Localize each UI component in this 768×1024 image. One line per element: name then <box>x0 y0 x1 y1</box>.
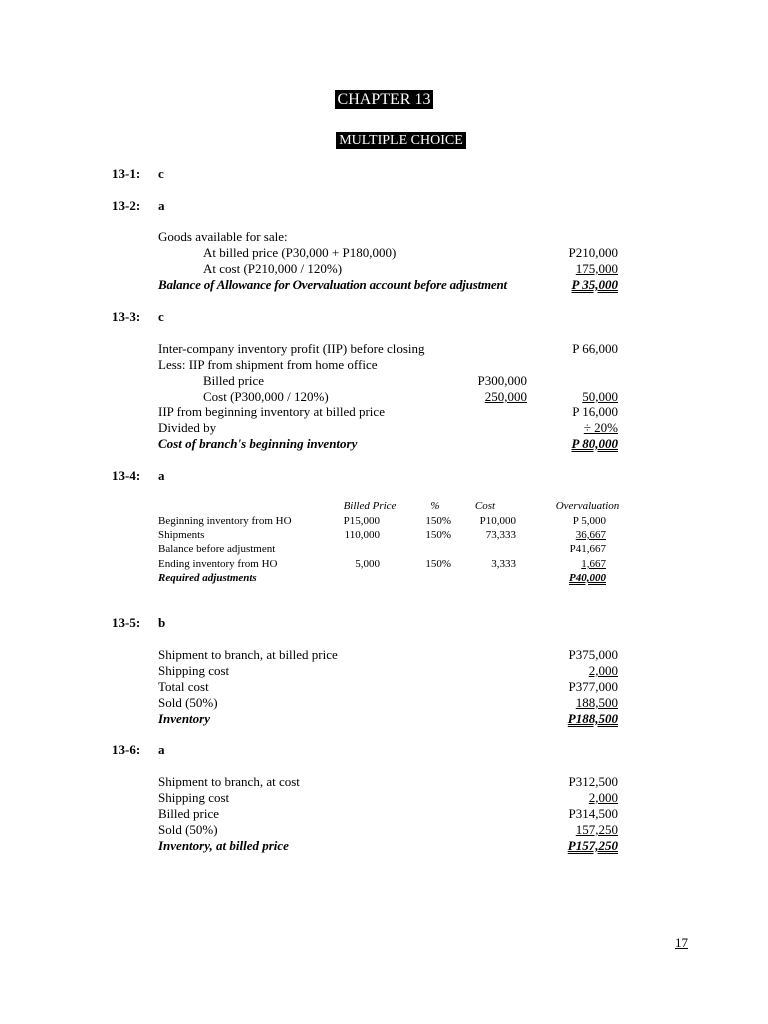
line-amount: ÷ 20% <box>583 420 618 435</box>
line-label-total: Cost of branch's beginning inventory <box>158 436 358 451</box>
line-amount-mid: 250,000 <box>484 389 527 404</box>
page-number: 17 <box>675 935 688 950</box>
table-row-label: Shipments <box>158 529 205 541</box>
line-amount: P 16,000 <box>572 404 618 419</box>
line-label: At billed price (P30,000 + P180,000) <box>203 245 397 260</box>
line-label: Shipping cost <box>158 790 230 805</box>
line-amount-mid: P300,000 <box>477 373 527 388</box>
table-row-label-total: Required adjustments <box>158 572 257 584</box>
table-cell-overvaluation: P 5,000 <box>572 515 606 527</box>
column-header-percent: % <box>430 500 440 512</box>
line-label-total: Inventory <box>158 711 210 726</box>
question-number: 13-5: <box>112 615 141 630</box>
table-cell-overvaluation-total: P40,000 <box>569 572 606 584</box>
line-amount: 175,000 <box>575 261 618 276</box>
line-amount: P375,000 <box>568 647 618 662</box>
section-title: MULTIPLE CHOICE <box>336 132 466 149</box>
line-amount: P312,500 <box>568 774 618 789</box>
line-amount: 2,000 <box>588 790 618 805</box>
line-label: Sold (50%) <box>158 695 218 710</box>
table-cell-billed-price: 110,000 <box>344 529 380 541</box>
table-cell-overvaluation: 36,667 <box>575 529 606 541</box>
line-amount-total: P 80,000 <box>571 436 618 451</box>
table-cell-overvaluation: 1,667 <box>581 558 606 570</box>
line-label: IIP from beginning inventory at billed price <box>158 404 385 419</box>
table-cell-overvaluation: P41,667 <box>569 543 606 555</box>
section-title-wrap <box>0 132 768 149</box>
table-cell-percent: 150% <box>425 558 451 570</box>
chapter-title-wrap <box>0 92 768 108</box>
line-amount: P 66,000 <box>572 341 618 356</box>
line-label-total: Inventory, at billed price <box>158 838 289 853</box>
line-label: Total cost <box>158 679 209 694</box>
line-amount: 188,500 <box>575 695 618 710</box>
table-cell-percent: 150% <box>425 515 451 527</box>
line-amount: P377,000 <box>568 679 618 694</box>
line-amount-total: P 35,000 <box>571 277 618 292</box>
question-number: 13-6: <box>112 742 141 757</box>
answer-letter: c <box>158 309 164 324</box>
line-amount: P314,500 <box>568 806 618 821</box>
question-number: 13-4: <box>112 468 141 483</box>
line-label: Less: IIP from shipment from home office <box>158 357 378 372</box>
line-label: Inter-company inventory profit (IIP) before closing <box>158 341 425 356</box>
question-number: 13-1: <box>112 166 141 181</box>
table-row-label: Beginning inventory from HO <box>158 515 292 527</box>
column-header-billed-price: Billed Price <box>343 500 397 512</box>
line-amount: 2,000 <box>588 663 618 678</box>
line-label: Shipment to branch, at billed price <box>158 647 338 662</box>
line-label: Billed price <box>158 806 220 821</box>
answer-letter: c <box>158 166 164 181</box>
table-cell-cost: 3,333 <box>491 558 516 570</box>
line-amount: 50,000 <box>582 389 618 404</box>
table-row-label: Ending inventory from HO <box>158 558 278 570</box>
line-label-total: Balance of Allowance for Overvaluation account before adjustment <box>158 277 507 292</box>
line-label: Billed price <box>203 373 265 388</box>
question-number: 13-2: <box>112 198 141 213</box>
table-cell-cost: 73,333 <box>485 529 516 541</box>
line-amount-total: P157,250 <box>567 838 618 853</box>
line-label: Goods available for sale: <box>158 229 288 244</box>
chapter-title: CHAPTER 13 <box>335 90 434 109</box>
answer-letter: b <box>158 615 166 630</box>
column-header-cost: Cost <box>474 500 496 512</box>
line-label: Shipment to branch, at cost <box>158 774 300 789</box>
table-cell-billed-price: P15,000 <box>343 515 380 527</box>
line-label: Cost (P300,000 / 120%) <box>203 389 329 404</box>
table-cell-percent: 150% <box>425 529 451 541</box>
line-label: Shipping cost <box>158 663 230 678</box>
line-label: Sold (50%) <box>158 822 218 837</box>
line-label: Divided by <box>158 420 217 435</box>
table-cell-billed-price: 5,000 <box>355 558 380 570</box>
answer-letter: a <box>158 468 165 483</box>
column-header-overvaluation: Overvaluation <box>555 500 620 512</box>
question-number: 13-3: <box>112 309 141 324</box>
line-amount: P210,000 <box>568 245 618 260</box>
line-amount: 157,250 <box>575 822 618 837</box>
answer-letter: a <box>158 198 165 213</box>
answer-letter: a <box>158 742 165 757</box>
line-label: At cost (P210,000 / 120%) <box>203 261 343 276</box>
line-amount-total: P188,500 <box>567 711 618 726</box>
table-cell-cost: P10,000 <box>479 515 516 527</box>
table-row-label: Balance before adjustment <box>158 543 276 555</box>
